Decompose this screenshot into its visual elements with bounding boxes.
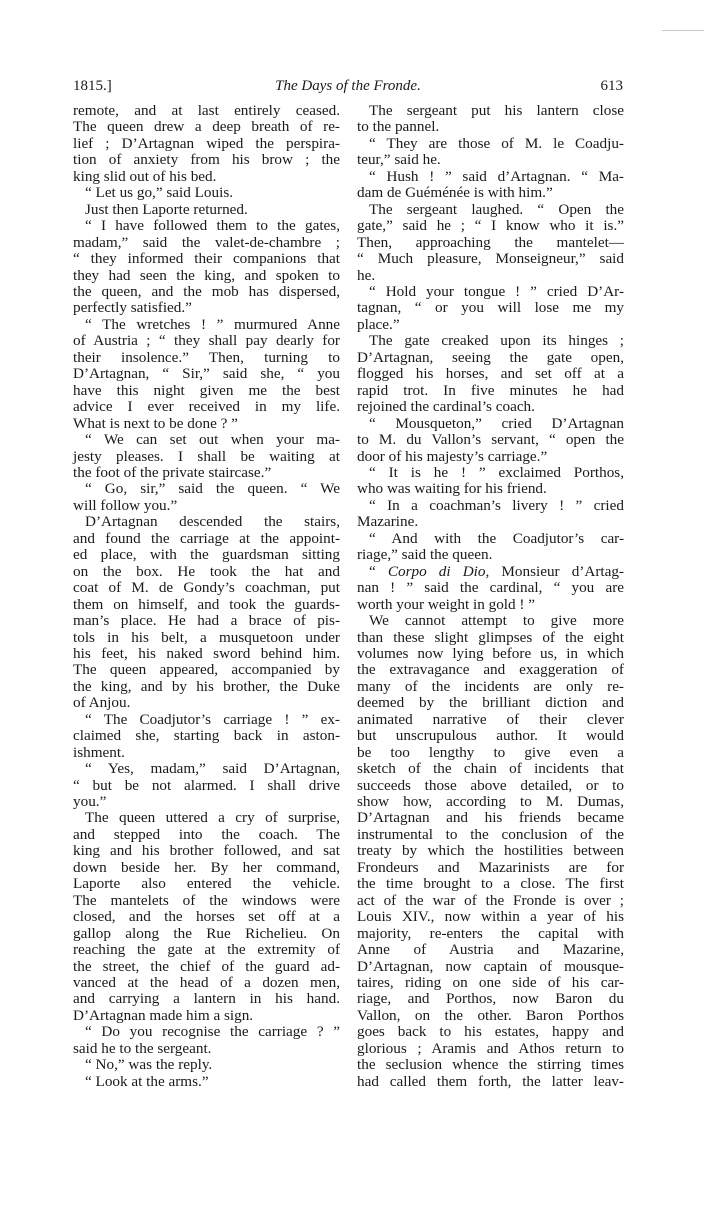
text-line: “ Hold your tongue ! ” cried D’Ar-: [369, 282, 624, 300]
paragraph: [73, 761, 340, 810]
text-line: [357, 564, 624, 580]
text-line: said he to the sergeant.: [73, 1039, 212, 1057]
text-line: The gate creaked upon its hinges ;: [369, 332, 624, 350]
text-line: deemed by the brilliant diction and: [357, 694, 624, 712]
text-line: “ The wretches ! ” murmured Anne: [85, 315, 340, 333]
text-line: “ They are those of M. le Coadju-: [369, 134, 624, 152]
text-line: dam de Guéménée is with him.”: [357, 184, 553, 202]
text-line: “ Mousqueton,” cried D’Artagnan: [369, 414, 624, 432]
text-line: their insolence.” Then, turning to: [73, 348, 340, 366]
text-line: who was waiting for his friend.: [357, 480, 547, 498]
text-line: “ but be not alarmed. I shall drive: [73, 776, 340, 794]
text-line: sketch of the chain of incidents that: [357, 760, 624, 778]
text-line: glorious ; Aramis and Athos return to: [357, 1039, 624, 1057]
text-line: “ Do you recognise the carriage ? ”: [85, 1023, 340, 1041]
paragraph: [357, 103, 624, 136]
text-segment: , Monsieur d’Artag-: [485, 562, 624, 580]
header-year: 1815.]: [73, 78, 112, 94]
text-line: Anne of Austria and Mazarine,: [357, 941, 624, 959]
paragraph: [73, 1057, 340, 1073]
text-line: to the pannel.: [357, 118, 440, 136]
text-line: will follow you.”: [73, 496, 178, 514]
text-line: than these slight glimpses of the eight: [357, 628, 624, 646]
text-line: D’Artagnan, now captain of mousque-: [357, 957, 624, 975]
text-line: majority, re-enters the capital with: [357, 924, 624, 942]
paragraph: [357, 202, 624, 284]
text-line: jesty pleases. I shall be waiting at: [73, 447, 340, 465]
text-line: The sergeant put his lantern close: [369, 102, 624, 119]
text-line: “ We can set out when your ma-: [85, 431, 340, 449]
text-line: they had seen the king, and spoken to: [73, 266, 340, 284]
text-line: show how, according to M. Dumas,: [357, 793, 624, 811]
text-line: “ In a coachman’s livery ! ” cried: [369, 496, 624, 514]
paragraph: [73, 514, 340, 711]
text-line: “ Go, sir,” said the queen. “ We: [85, 480, 340, 498]
text-line: rejoined the cardinal’s coach.: [357, 398, 535, 416]
paragraph: [73, 202, 340, 218]
paragraph: [357, 564, 624, 613]
text-line: worth your weight in gold ! ”: [357, 595, 536, 613]
text-line: Then, approaching the mantelet—: [357, 233, 624, 251]
left-column: [73, 103, 340, 1090]
running-title: The Days of the Fronde.: [275, 78, 421, 94]
text-line: on the box. He took the hat and: [73, 562, 340, 580]
text-line: gate,” said he ; “ I know who it is.”: [357, 217, 624, 235]
text-line: to M. du Vallon’s servant, “ open the: [357, 431, 624, 449]
text-line: Vallon, on the other. Baron Porthos: [357, 1006, 624, 1024]
text-line: Louis XIV., now within a year of his: [357, 908, 624, 926]
text-line: “ Yes, madam,” said D’Artagnan,: [85, 760, 340, 778]
paragraph: [357, 465, 624, 498]
text-line: man’s place. He had a brace of pis-: [73, 612, 340, 630]
text-line: Laporte also entered the vehicle.: [73, 875, 340, 893]
text-line: The mantelets of the windows were: [73, 891, 340, 909]
paragraph: [357, 531, 624, 564]
text-line: D’Artagnan and his friends became: [357, 809, 624, 827]
text-line: D’Artagnan descended the stairs,: [85, 513, 340, 531]
text-line: “ The Coadjutor’s carriage ! ” ex-: [85, 710, 340, 728]
paragraph: [357, 498, 624, 531]
paragraph: [357, 169, 624, 202]
text-segment: “: [369, 562, 388, 580]
text-line: he.: [357, 266, 376, 284]
text-line: of Anjou.: [73, 694, 131, 712]
text-line: them on himself, and took the guards-: [73, 595, 340, 613]
text-line: “ Look at the arms.”: [85, 1072, 209, 1090]
paragraph: [73, 432, 340, 481]
paragraph: [73, 810, 340, 1024]
text-line: you.”: [73, 793, 107, 811]
text-line: ishment.: [73, 743, 125, 761]
paragraph: [357, 416, 624, 465]
text-line: tagnan, “ or you will lose me my: [357, 299, 624, 317]
paragraph: [357, 284, 624, 333]
paragraph: [73, 317, 340, 432]
text-line: teur,” said he.: [357, 151, 441, 169]
text-line: “ And with the Coadjutor’s car-: [369, 529, 624, 547]
text-line: riage, and Porthos, now Baron du: [357, 990, 624, 1008]
text-line: and stepped into the coach. The: [73, 825, 340, 843]
text-line: “ Much pleasure, Monseigneur,” said: [357, 250, 624, 268]
text-line: of Austria ; “ they shall pay dearly for: [73, 332, 340, 350]
text-line: “ Let us go,” said Louis.: [85, 184, 234, 202]
text-line: have this night given me the best: [73, 381, 340, 399]
text-line: The queen drew a deep breath of re-: [73, 118, 340, 136]
text-line: “ It is he ! ” exclaimed Porthos,: [369, 463, 624, 481]
text-line: reaching the gate at the extremity of: [73, 941, 340, 959]
text-line: the queen, and the mob has dispersed,: [73, 282, 340, 300]
text-line: claimed she, starting back in aston-: [73, 727, 340, 745]
text-line: volumes now lying before us, in which: [357, 644, 624, 662]
paragraph: [357, 136, 624, 169]
text-line: Frondeurs and Mazarinists are for: [357, 858, 624, 876]
text-line: the foot of the private staircase.”: [73, 463, 272, 481]
text-line: instrumental to the conclusion of the: [357, 825, 624, 843]
paragraph: [73, 481, 340, 514]
text-line: succeeds those above detailed, or to: [357, 776, 624, 794]
text-line: the time brought to a close. The first: [357, 875, 624, 893]
text-line: ed place, with the guardsman sitting: [73, 546, 340, 564]
italic-phrase: Corpo di Dio: [387, 562, 486, 580]
text-line: the extravagance and exaggeration of: [357, 661, 624, 679]
text-line: “ I have followed them to the gates,: [85, 217, 340, 235]
text-line: closed, and the horses set off at a: [73, 908, 340, 926]
text-line: lief ; D’Artagnan wiped the perspira-: [73, 134, 340, 152]
text-line: the seclusion whence the stirring times: [357, 1056, 624, 1074]
text-line: taires, riding on one side of his car-: [357, 974, 624, 992]
text-line: place.”: [357, 315, 400, 333]
text-line: flogged his horses, and set off at a: [357, 365, 624, 383]
text-line: Mazarine.: [357, 513, 419, 531]
paragraph: [73, 218, 340, 317]
running-header: [73, 78, 623, 98]
scan-edge-rule: [662, 30, 704, 31]
paragraph: [73, 712, 340, 761]
text-line: perfectly satisfied.”: [73, 299, 192, 317]
text-line: The queen uttered a cry of surprise,: [85, 809, 340, 827]
text-line: Just then Laporte returned.: [85, 200, 248, 218]
text-line: coat of M. de Gondy’s coachman, put: [73, 579, 340, 597]
text-line: remote, and at last entirely ceased.: [73, 102, 340, 119]
paragraph: [73, 1074, 340, 1090]
text-line: king and his brother followed, and sat: [73, 842, 340, 860]
text-line: down beside her. By her command,: [73, 858, 340, 876]
paragraph: [73, 103, 340, 185]
text-line: D’Artagnan made him a sign.: [73, 1006, 254, 1024]
text-line: his feet, his naked sword behind him.: [73, 644, 340, 662]
text-line: rapid trot. In five minutes he had: [357, 381, 624, 399]
text-line: be too lengthy to give even a: [357, 743, 624, 761]
text-line: and found the carriage at the appoint-: [73, 529, 340, 547]
text-line: door of his majesty’s carriage.”: [357, 447, 548, 465]
text-line: “ Hush ! ” said d’Artagnan. “ Ma-: [369, 167, 624, 185]
text-line: “ No,” was the reply.: [85, 1056, 213, 1074]
text-line: The queen appeared, accompanied by: [73, 661, 340, 679]
text-line: gallop along the Rue Richelieu. On: [73, 924, 340, 942]
text-line: We cannot attempt to give more: [369, 612, 624, 630]
text-line: D’Artagnan, “ Sir,” said she, “ you: [73, 365, 340, 383]
text-line: madam,” said the valet-de-chambre ;: [73, 233, 340, 251]
text-line: tols in his belt, a musquetoon under: [73, 628, 340, 646]
page-number: 613: [600, 78, 623, 94]
text-line: advice I ever received in my life.: [73, 398, 340, 416]
text-line: riage,” said the queen.: [357, 546, 493, 564]
text-line: the street, the chief of the guard ad-: [73, 957, 340, 975]
text-line: animated narrative of their clever: [357, 710, 624, 728]
text-line: tion of anxiety from his brow ; the: [73, 151, 340, 169]
text-line: vanced at the head of a dozen men,: [73, 974, 340, 992]
paragraph: [357, 333, 624, 415]
text-line: and carrying a lantern in his hand.: [73, 990, 340, 1008]
text-line: king slid out of his bed.: [73, 167, 217, 185]
text-line: many of the incidents are only re-: [357, 677, 624, 695]
text-line: The sergeant laughed. “ Open the: [369, 200, 624, 218]
text-line: the king, and by his brother, the Duke: [73, 677, 340, 695]
text-line: D’Artagnan, seeing the gate open,: [357, 348, 624, 366]
text-line: but unscrupulous author. It would: [357, 727, 624, 745]
text-line: nan ! ” said the cardinal, “ you are: [357, 579, 624, 597]
text-line: act of the war of the Fronde is over ;: [357, 891, 624, 909]
text-line: “ they informed their companions that: [73, 250, 340, 268]
text-line: treaty by which the hostilities between: [357, 842, 624, 860]
text-line: goes back to his estates, happy and: [357, 1023, 624, 1041]
text-line: had called them forth, the latter leav-: [357, 1072, 624, 1090]
text-line: What is next to be done ? ”: [73, 414, 238, 432]
paragraph: [357, 613, 624, 1090]
paragraph: [73, 185, 340, 201]
paragraph: [73, 1024, 340, 1057]
right-column: [357, 103, 624, 1090]
